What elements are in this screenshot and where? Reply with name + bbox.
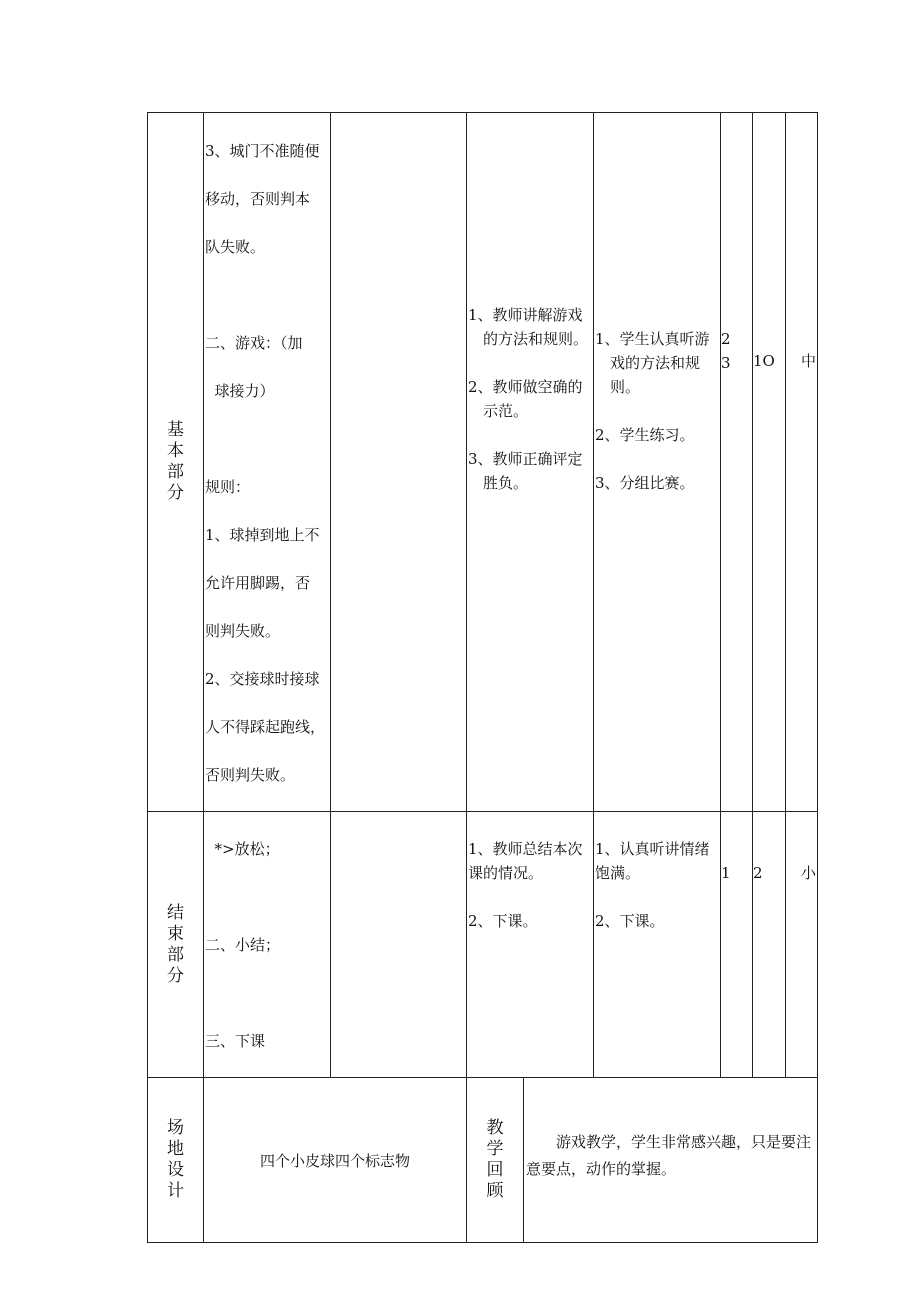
site-design-label: 场 地 设 计 bbox=[148, 1078, 204, 1243]
basic-intensity-cell bbox=[786, 113, 818, 812]
teacher-item: 2、教师做空确的示范。 bbox=[468, 378, 583, 420]
teacher-item: 3、教师正确评定胜负。 bbox=[468, 450, 583, 492]
student-item: 2、下课。 bbox=[595, 912, 665, 930]
ending-minutes-cell bbox=[753, 812, 786, 1078]
basic-minutes-value: 1O bbox=[753, 352, 775, 370]
basic-part-row bbox=[148, 113, 818, 812]
ending-empty-cell bbox=[331, 812, 467, 1078]
ending-intensity-cell bbox=[786, 812, 818, 1078]
teaching-review-value: 游戏教学，学生非常感兴趣，只是要注意要点，动作的掌握。 bbox=[526, 1133, 812, 1178]
teaching-review-cell bbox=[524, 1078, 818, 1243]
student-item: 1、学生认真听游戏的方法和规则。 bbox=[595, 330, 710, 396]
basic-content-cell bbox=[204, 113, 331, 812]
basic-times-value: 2 3 bbox=[721, 330, 731, 372]
ending-student-cell bbox=[594, 812, 721, 1078]
teacher-item: 2、下课。 bbox=[468, 912, 538, 930]
ending-part-row bbox=[148, 812, 818, 1078]
ending-times-value: 1 bbox=[721, 864, 731, 882]
student-item: 2、学生练习。 bbox=[595, 426, 695, 444]
basic-student-cell bbox=[594, 113, 721, 812]
site-review-row bbox=[148, 1078, 818, 1243]
basic-intensity-value: 中 bbox=[801, 352, 817, 370]
teacher-item: 1、教师讲解游戏的方法和规则。 bbox=[468, 306, 589, 348]
ending-teacher-cell bbox=[467, 812, 594, 1078]
ending-intensity-value: 小 bbox=[801, 864, 817, 882]
site-design-value: 四个小皮球四个标志物 bbox=[204, 1078, 467, 1243]
ending-content-text: *>放松； 二、小结； 三、下课 bbox=[205, 840, 281, 1050]
ending-times-cell bbox=[721, 812, 753, 1078]
teaching-review-label: 教 学 回 顾 bbox=[467, 1078, 524, 1243]
basic-times-cell bbox=[721, 113, 753, 812]
lesson-plan-table bbox=[147, 112, 818, 1243]
section-label-ending: 结 束 部 分 bbox=[148, 812, 204, 1078]
ending-content-cell bbox=[204, 812, 331, 1078]
basic-teacher-cell bbox=[467, 113, 594, 812]
basic-content-text: 3、城门不准随便 移动，否则判本 队失败。 二、游戏：（加 球接力） 规则： 1、球掉到地上不 允许用脚踢，否 则判失败。 2、交接球时接球 人不得踩起跑线， 否则判失败。 bbox=[205, 142, 326, 784]
teacher-item: 1、教师总结本次课的情况。 bbox=[468, 840, 583, 882]
section-label-basic: 基 本 部 分 bbox=[148, 113, 204, 812]
basic-minutes-cell bbox=[753, 113, 786, 812]
basic-empty-cell bbox=[331, 113, 467, 812]
student-item: 1、认真听讲情绪饱满。 bbox=[595, 840, 710, 882]
ending-minutes-value: 2 bbox=[753, 864, 763, 882]
student-item: 3、分组比赛。 bbox=[595, 474, 695, 492]
